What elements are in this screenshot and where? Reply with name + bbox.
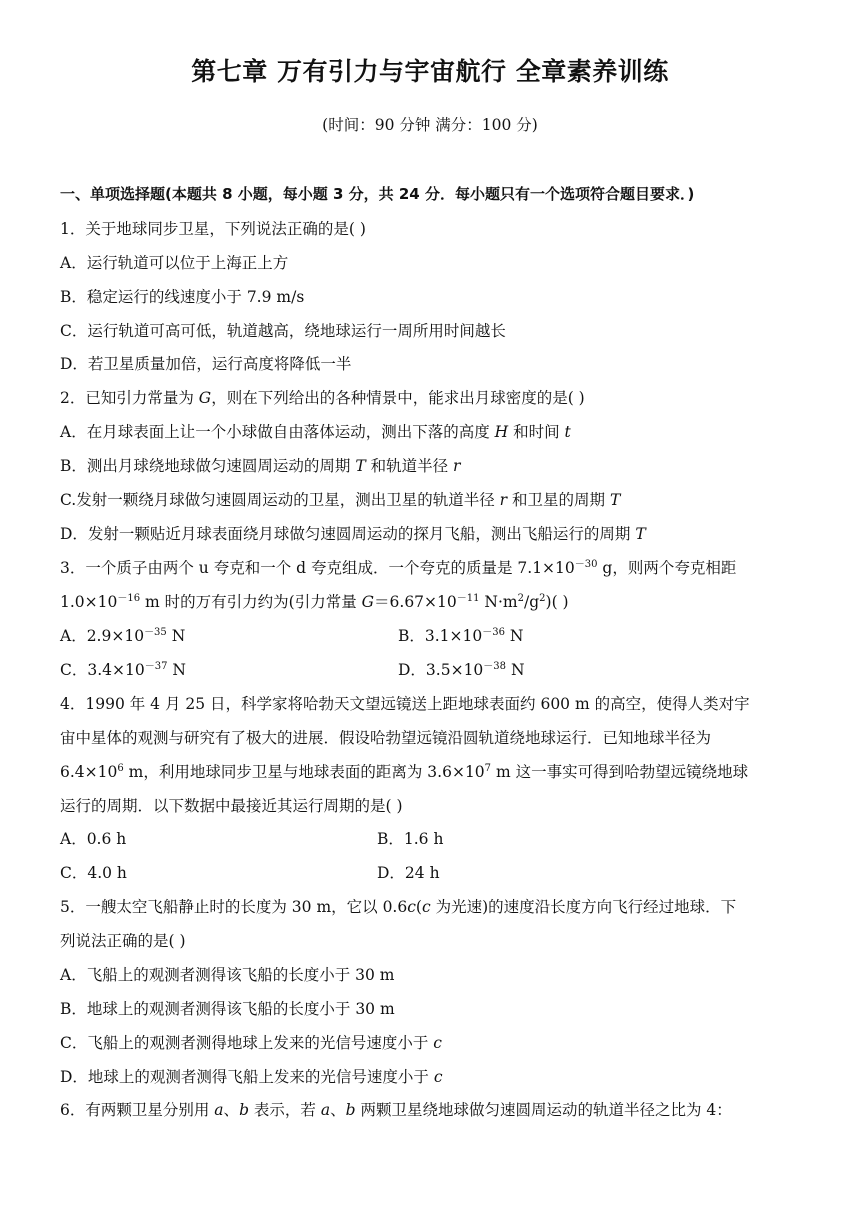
page-title: 第七章 万有引力与宇宙航行 全章素养训练	[191, 57, 669, 86]
question-2-option-c: C.发射一颗绕月球做匀速圆周运动的卫星，测出卫星的轨道半径 r 和卫星的周期 T	[60, 491, 621, 509]
question-3-option-b: B．$3.1\times 10^{-36}$ N	[398, 627, 524, 645]
question-3-options-row-1	[60, 625, 805, 647]
question-5-option-b: B．地球上的观测者测得该飞船的长度小于 30 m	[60, 1000, 395, 1018]
question-1-stem: 1．关于地球同步卫星，下列说法正确的是( )	[60, 220, 366, 238]
question-2-option-a: A．在月球表面上让一个小球做自由落体运动，测出下落的高度 H 和时间 t	[60, 423, 571, 441]
question-4-option-c: C．4.0 h	[60, 864, 127, 882]
question-4-stem-line-1: 4．1990 年 4 月 25 日，科学家将哈勃天文望远镜送上距地球表面约 600 m 的高空，使得人类对宇	[60, 695, 750, 713]
question-4-stem-line-2: 宙中星体的观测与研究有了极大的进展．假设哈勃望远镜沿圆轨道绕地球运行．已知地球半径为	[60, 729, 712, 747]
question-3-option-d: D．$3.5\times 10^{-38}$ N	[398, 661, 525, 679]
question-1-option-c: C．运行轨道可高可低，轨道越高，绕地球运行一周所用时间越长	[60, 322, 506, 340]
question-2-stem: 2．已知引力常量为 G，则在下列给出的各种情景中，能求出月球密度的是( )	[60, 389, 585, 407]
question-4-stem-line-3: $6.4\times 10^6$ m，利用地球同步卫星与地球表面的距离为 $3.6\times 10^7$ m 这一事实可得到哈勃望远镜绕地球	[60, 763, 749, 781]
question-3-options-row-2	[60, 659, 805, 681]
question-1-option-a: A．运行轨道可以位于上海正上方	[60, 254, 289, 272]
question-3-option-a: A．$2.9\times 10^{-35}$ N	[60, 627, 186, 645]
section-heading-single-choice: 一、单项选择题(本题共 8 小题，每小题 3 分，共 24 分．每小题只有一个选项符合题目要求．)	[60, 185, 695, 203]
exam-info: (时间：90 分钟 满分：100 分)	[322, 116, 538, 134]
question-5-option-a: A．飞船上的观测者测得该飞船的长度小于 30 m	[60, 966, 395, 984]
question-4-option-b: B．1.6 h	[377, 830, 444, 848]
question-2-option-b: B．测出月球绕地球做匀速圆周运动的周期 T 和轨道半径 r	[60, 457, 461, 475]
question-1-option-b: B．稳定运行的线速度小于 7.9 m/s	[60, 288, 305, 306]
question-6-stem-line-1: 6．有两颗卫星分别用 a、b 表示，若 a、b 两颗卫星绕地球做匀速圆周运动的轨道半径之比为 4：	[60, 1101, 732, 1119]
question-3-option-c: C．$3.4\times 10^{-37}$ N	[60, 661, 186, 679]
question-4-option-d: D．24 h	[377, 864, 440, 882]
question-2-option-d: D．发射一颗贴近月球表面绕月球做匀速圆周运动的探月飞船，测出飞船运行的周期 T	[60, 525, 646, 543]
question-4-options-row-2	[60, 862, 805, 884]
question-3-stem-line-1: 3．一个质子由两个 u 夸克和一个 d 夸克组成．一个夸克的质量是 $7.1\times 10^{-30}$ g，则两个夸克相距	[60, 559, 737, 577]
question-5-option-d: D．地球上的观测者测得飞船上发来的光信号速度小于 c	[60, 1068, 443, 1086]
question-4-options-row-1	[60, 828, 805, 850]
question-5-option-c: C．飞船上的观测者测得地球上发来的光信号速度小于 c	[60, 1034, 442, 1052]
question-4-option-a: A．0.6 h	[60, 830, 127, 848]
question-5-stem-line-2: 列说法正确的是( )	[60, 932, 186, 950]
question-5-stem-line-1: 5．一艘太空飞船静止时的长度为 30 m，它以 0.6c(c 为光速)的速度沿长度方向飞行经过地球．下	[60, 898, 737, 916]
question-3-stem-line-2: $1.0\times 10^{-16}$ m 时的万有引力约为(引力常量 $G=6.67\times 10^{-11}$ $N\cdot m^2/g^2$)( )	[60, 593, 569, 611]
question-4-stem-line-4: 运行的周期．以下数据中最接近其运行周期的是( )	[60, 797, 403, 815]
question-1-option-d: D．若卫星质量加倍，运行高度将降低一半	[60, 355, 352, 373]
